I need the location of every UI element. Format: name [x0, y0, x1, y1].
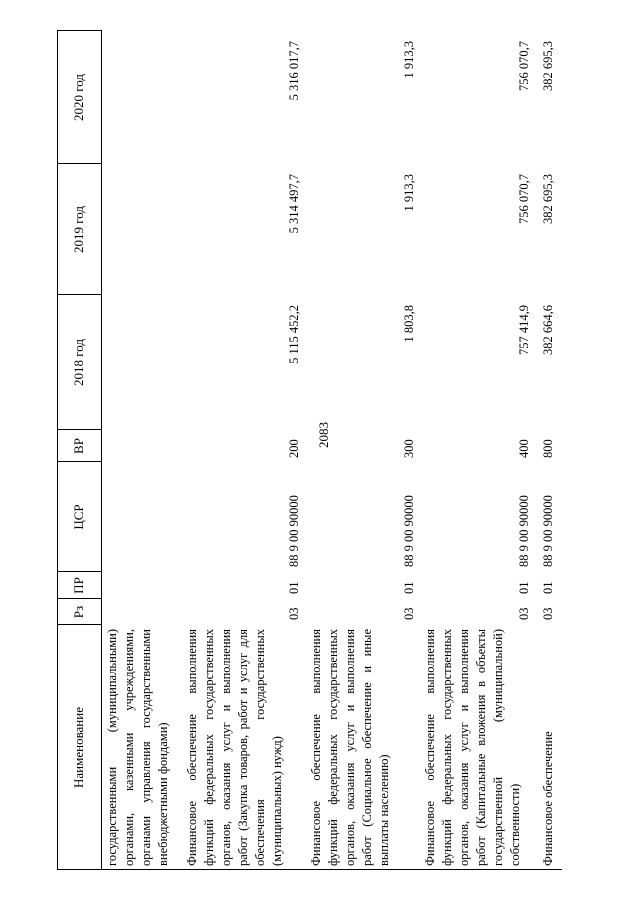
budget-table	[57, 30, 562, 870]
row-2018: 382 664,6	[541, 305, 555, 355]
row-2019: 756 070,7	[517, 174, 531, 224]
header-2019: 2019 год	[71, 206, 86, 253]
header-2020: 2020 год	[71, 74, 86, 121]
table-left-border	[57, 869, 562, 870]
row-csr: 88 9 00 90000	[541, 495, 555, 567]
header-bottom-border	[101, 30, 102, 870]
row-name: государственными (муниципальными) органами, казенными учреждениями, органами управления государственными внебюджетными фондами)	[105, 629, 170, 866]
row-csr: 88 9 00 90000	[402, 495, 416, 567]
row-vr: 200	[287, 439, 301, 458]
page-number: 2083	[316, 422, 331, 448]
header-name: Наименование	[71, 707, 86, 788]
row-rz: 03	[287, 607, 301, 620]
row-pr: 01	[517, 581, 531, 594]
row-csr: 88 9 00 90000	[517, 495, 531, 567]
row-csr: 88 9 00 90000	[287, 495, 301, 567]
header-rz: Рз	[71, 605, 86, 619]
row-rz: 03	[541, 607, 555, 620]
row-2020: 382 695,3	[541, 41, 555, 91]
row-rz: 03	[402, 607, 416, 620]
row-2019: 382 695,3	[541, 174, 555, 224]
row-2020: 756 070,7	[517, 41, 531, 91]
rotated-page	[57, 30, 557, 870]
row-vr: 300	[402, 439, 416, 458]
row-pr: 01	[541, 581, 555, 594]
row-2018: 5 115 452,2	[287, 305, 301, 364]
row-2020: 1 913,3	[402, 41, 416, 79]
row-2019: 5 314 497,7	[287, 174, 301, 234]
header-2018: 2018 год	[71, 339, 86, 386]
row-name: Финансовое обеспечение выполнения функций федеральных государственных органов, оказания услуг и выполнения работ (Капитальные вложения в объекты государственной (муниципальной) собственности)	[423, 629, 522, 866]
row-vr: 800	[541, 439, 555, 458]
header-csr: ЦСР	[71, 504, 86, 530]
row-name: Финансовое обеспечение выполнения функций федеральных государственных органов, оказания услуг и выполнения работ (Социальное обеспечение и иные выплаты населению)	[309, 629, 391, 866]
row-2019: 1 913,3	[402, 174, 416, 212]
row-2020: 5 316 017,7	[287, 41, 301, 101]
header-vr: ВР	[71, 438, 86, 454]
row-pr: 01	[402, 581, 416, 594]
row-name: Финансовое обеспечение	[541, 731, 555, 866]
row-pr: 01	[287, 581, 301, 594]
row-vr: 400	[517, 439, 531, 458]
header-pr: ПР	[71, 577, 86, 594]
row-2018: 1 803,8	[402, 305, 416, 343]
row-name: Финансовое обеспечение выполнения функций федеральных государственных органов, оказания услуг и выполнения работ (Закупка товаров, работ и услуг для обеспечения государственных (муниципальных) нужд)	[185, 629, 284, 866]
row-2018: 757 414,9	[517, 305, 531, 355]
row-rz: 03	[517, 607, 531, 620]
